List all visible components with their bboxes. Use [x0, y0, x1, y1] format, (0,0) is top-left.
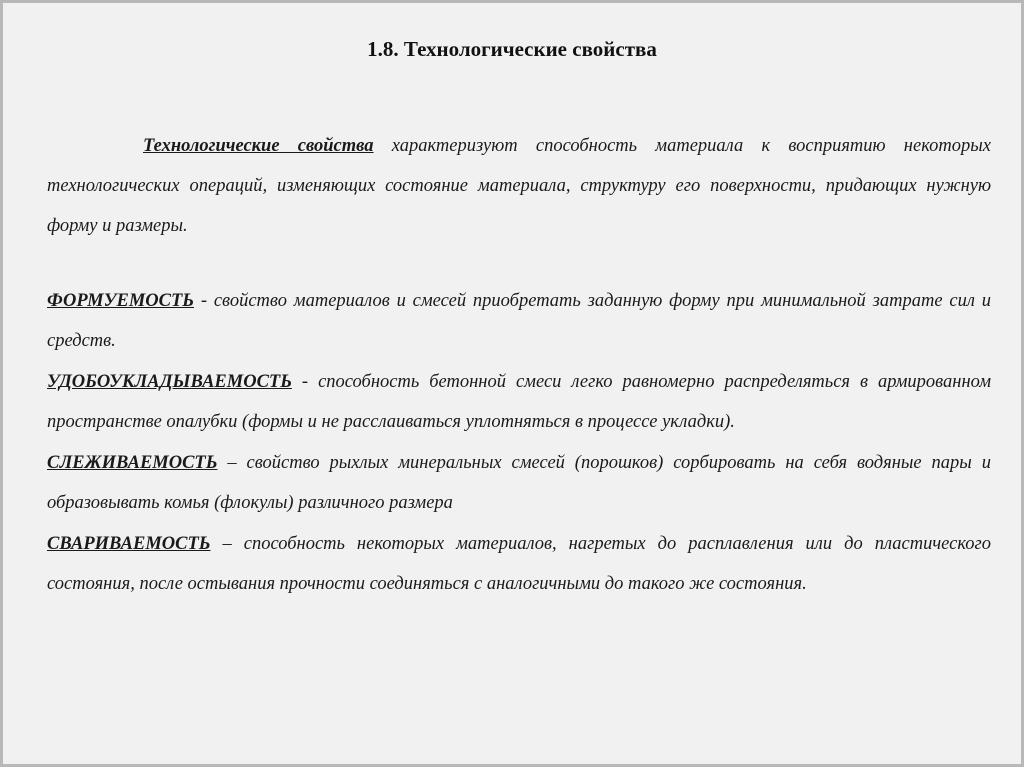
definition-term: УДОБОУКЛАДЫВАЕМОСТЬ [47, 372, 292, 392]
slide [3, 3, 1021, 764]
slide-title: 1.8. Технологические свойства [367, 37, 657, 61]
intro-term: Технологические свойства [143, 136, 374, 156]
definition-workability [47, 362, 991, 442]
definition-weldability [47, 524, 991, 604]
definition-text: - свойство материалов и смесей приобретать заданную форму при минимальной затрате сил и средств. [47, 291, 991, 351]
definition-formability [47, 281, 991, 361]
definition-text: – способность некоторых материалов, нагретых до расплавления или до пластического состояния, после остывания прочности соединяться с аналогичными до такого же состояния. [47, 534, 991, 594]
slide-body [47, 126, 991, 604]
definition-term: СЛЕЖИВАЕМОСТЬ [47, 453, 218, 473]
definition-text: - способность бетонной смеси легко равномерно распределяться в армированном пространстве опалубки (формы и не расслаиваться уплотняться в процессе укладки). [47, 372, 991, 432]
definition-text: – свойство рыхлых минеральных смесей (порошков) сорбировать на себя водяные пары и образовывать комья (флокулы) различного размера [47, 453, 991, 513]
definition-term: ФОРМУЕМОСТЬ [47, 291, 194, 311]
definition-caking [47, 443, 991, 523]
intro-text: характеризуют способность материала к восприятию некоторых технологических операций, изменяющих состояние материала, структуру его поверхности, придающих нужную форму и размеры. [47, 136, 991, 236]
definition-term: СВАРИВАЕМОСТЬ [47, 534, 211, 554]
intro-paragraph [47, 126, 991, 246]
